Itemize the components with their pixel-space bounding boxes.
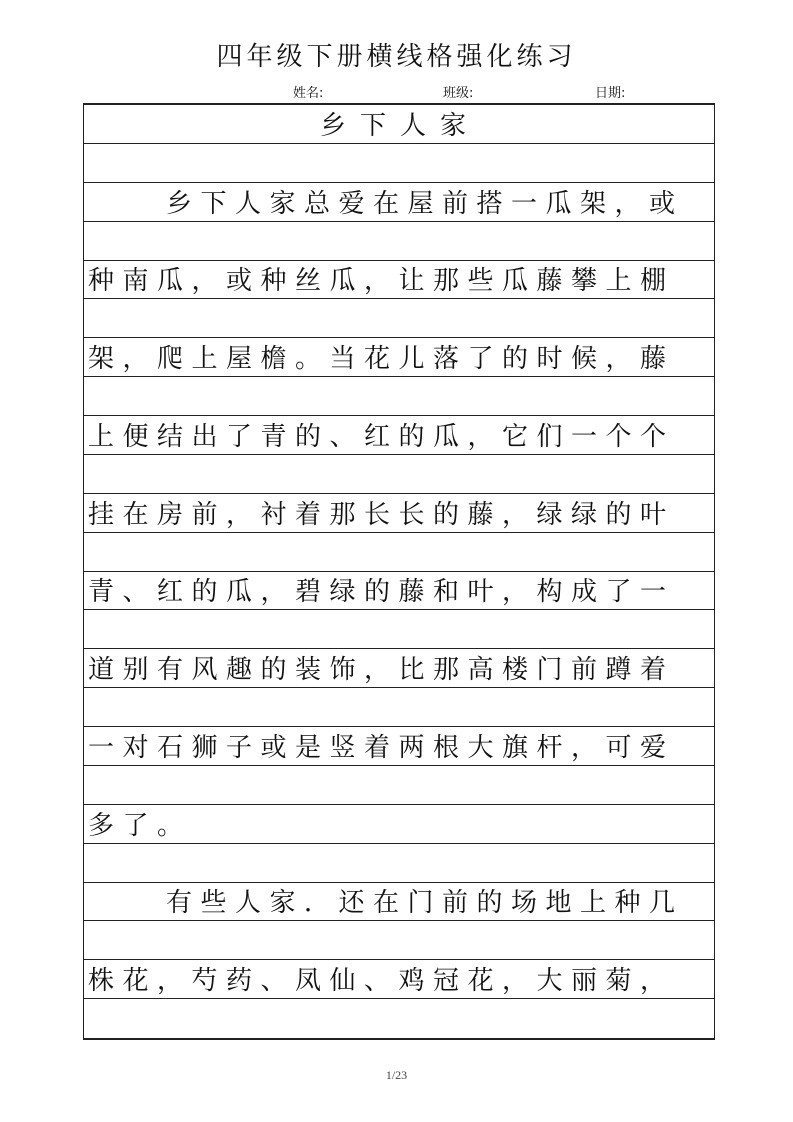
text-row [84, 649, 714, 688]
text-row [84, 494, 714, 533]
text-row [84, 572, 714, 611]
passage-line: 株花，芍药、凤仙、鸡冠花，大丽菊， [88, 966, 675, 997]
passage-line: 上便结出了青的、红的瓜，它们一个个 [88, 421, 675, 452]
blank-writing-row [84, 144, 714, 183]
name-label: 姓名: [293, 86, 324, 101]
text-row [84, 261, 714, 300]
blank-writing-row [84, 222, 714, 261]
blank-writing-row [84, 533, 714, 572]
passage-line: 乡下人家总爱在屋前搭一瓜架，或 [166, 188, 684, 219]
blank-writing-row [84, 299, 714, 338]
text-row [84, 416, 714, 455]
blank-writing-row [84, 610, 714, 649]
worksheet-title: 四年级下册横线格强化练习 [216, 42, 577, 72]
passage-heading: 乡下人家 [319, 110, 480, 141]
blank-writing-row [84, 377, 714, 416]
text-row [84, 960, 714, 999]
passage-line: 多了。 [88, 810, 192, 841]
page-indicator: 1/23 [385, 1068, 408, 1082]
passage-line: 道别有风趣的装饰，比那高楼门前蹲着 [88, 655, 675, 686]
blank-writing-row [84, 766, 714, 805]
passage-line: 青、红的瓜，碧绿的藤和叶，构成了一 [88, 577, 675, 608]
lined-practice-sheet [83, 103, 715, 1040]
class-label: 班级: [443, 86, 474, 101]
date-label: 日期: [595, 86, 626, 101]
blank-writing-row [84, 999, 714, 1038]
passage-line: 挂在房前，衬着那长长的藤，绿绿的叶 [88, 499, 675, 530]
passage-line: 种南瓜，或种丝瓜，让那些瓜藤攀上棚 [88, 266, 675, 297]
blank-writing-row [84, 688, 714, 727]
passage-line: 有些人家．还在门前的场地上种几 [166, 888, 684, 919]
text-row [84, 183, 714, 222]
text-row [84, 883, 714, 922]
passage-line: 一对石狮子或是竖着两根大旗杆，可爱 [88, 732, 675, 763]
blank-writing-row [84, 455, 714, 494]
passage-line: 架，爬上屋檐。当花儿落了的时候，藤 [88, 344, 675, 375]
blank-writing-row [84, 921, 714, 960]
text-row [84, 338, 714, 377]
text-row [84, 105, 714, 144]
text-row [84, 727, 714, 766]
text-row [84, 805, 714, 844]
blank-writing-row [84, 844, 714, 883]
